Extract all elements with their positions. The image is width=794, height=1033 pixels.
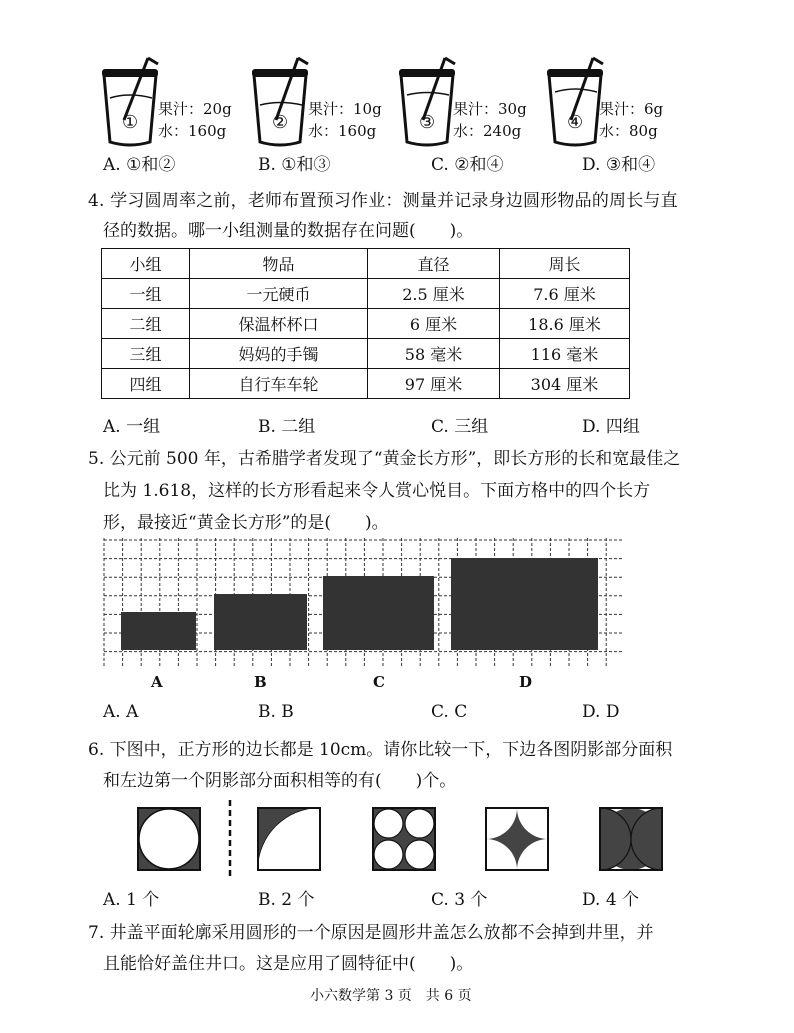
table-cell: 四组 <box>102 369 190 399</box>
table-cell: 三组 <box>102 339 190 369</box>
q4-table <box>101 248 630 399</box>
table-cell: 2.5 厘米 <box>368 279 500 309</box>
rect-label-c: C <box>373 673 385 691</box>
cup-3-number: ③ <box>419 112 436 133</box>
cup-3-icon <box>397 50 457 150</box>
cup-2-juice: 果汁：10g <box>308 100 382 118</box>
table-row <box>102 309 630 339</box>
table-cell: 97 厘米 <box>368 369 500 399</box>
q6-figure-4 <box>486 808 548 870</box>
table-cell: 保温杯杯口 <box>190 309 368 339</box>
q6-option-a[interactable]: A. 1 个 <box>103 890 160 910</box>
q3-cup-1 <box>100 50 240 150</box>
q4-option-c[interactable]: C. 三组 <box>431 417 489 437</box>
page-footer: 小六数学第 3 页 共 6 页 <box>310 988 472 1004</box>
table-row <box>102 369 630 399</box>
table-cell: 一元硬币 <box>190 279 368 309</box>
table-header: 周长 <box>500 249 630 279</box>
q5-option-d[interactable]: D. D <box>582 702 620 722</box>
rect-d <box>451 558 598 650</box>
q3-option-c[interactable]: C. ②和④ <box>431 155 504 175</box>
table-header: 小组 <box>102 249 190 279</box>
q5-stem-line1: 5. 公元前 500 年，古希腊学者发现了“黄金长方形”，即长方形的长和宽最佳之 <box>88 449 681 469</box>
cup-2-water: 水：160g <box>308 122 377 140</box>
q3-cup-4 <box>545 50 685 150</box>
q3-option-b[interactable]: B. ①和③ <box>258 155 331 175</box>
cup-1-juice: 果汁：20g <box>158 100 232 118</box>
q6-option-d[interactable]: D. 4 个 <box>582 890 640 910</box>
q6-figure-1 <box>138 808 200 870</box>
q6-figure-5 <box>600 808 662 870</box>
table-header-row <box>102 249 630 279</box>
table-cell: 18.6 厘米 <box>500 309 630 339</box>
cup-3-juice: 果汁：30g <box>453 100 527 118</box>
cup-4-water: 水：80g <box>599 122 658 140</box>
q3-option-a[interactable]: A. ①和② <box>103 155 176 175</box>
table-cell: 116 毫米 <box>500 339 630 369</box>
cup-1-water: 水：160g <box>158 122 227 140</box>
table-cell: 二组 <box>102 309 190 339</box>
cup-4-icon <box>545 50 605 150</box>
cup-2-icon <box>250 50 310 150</box>
rect-c <box>323 576 434 650</box>
cup-3-water: 水：240g <box>453 122 522 140</box>
q3-cup-3 <box>397 50 537 150</box>
rect-a <box>121 612 196 650</box>
cup-4-number: ④ <box>567 112 584 133</box>
q5-grid <box>103 537 624 669</box>
rect-b <box>214 594 307 650</box>
table-cell: 304 厘米 <box>500 369 630 399</box>
table-cell: 7.6 厘米 <box>500 279 630 309</box>
q5-stem-line2: 比为 1.618，这样的长方形看起来令人赏心悦目。下面方格中的四个长方 <box>103 481 651 501</box>
q6-figure-3 <box>373 808 435 870</box>
q5-grid-diagram <box>103 537 624 669</box>
cup-1-number: ① <box>122 112 139 133</box>
q6-stem-line2: 和左边第一个阴影部分面积相等的有( )个。 <box>103 771 457 791</box>
rect-label-d: D <box>519 673 533 691</box>
table-cell: 58 毫米 <box>368 339 500 369</box>
q7-stem-line1: 7. 井盖平面轮廓采用圆形的一个原因是圆形井盖怎么放都不会掉到井里，并 <box>88 923 654 943</box>
q4-stem-line2: 径的数据。哪一小组测量的数据存在问题( )。 <box>103 221 474 241</box>
q5-option-b[interactable]: B. B <box>258 702 294 722</box>
q4-option-a[interactable]: A. 一组 <box>103 417 161 437</box>
q3-cup-2 <box>250 50 390 150</box>
cup-4-juice: 果汁：6g <box>599 100 664 118</box>
rect-label-a: A <box>151 673 163 691</box>
table-cell: 自行车车轮 <box>190 369 368 399</box>
table-header: 物品 <box>190 249 368 279</box>
table-row <box>102 339 630 369</box>
rect-label-b: B <box>254 673 267 691</box>
q4-option-b[interactable]: B. 二组 <box>258 417 316 437</box>
table-cell: 6 厘米 <box>368 309 500 339</box>
table-row <box>102 279 630 309</box>
table-header: 直径 <box>368 249 500 279</box>
q7-stem-line2: 且能恰好盖住井口。这是应用了圆特征中( )。 <box>103 954 474 974</box>
q5-option-a[interactable]: A. A <box>103 702 139 722</box>
q6-option-b[interactable]: B. 2 个 <box>258 890 315 910</box>
q5-stem-line3: 形，最接近“黄金长方形”的是( )。 <box>103 513 389 533</box>
q6-option-c[interactable]: C. 3 个 <box>431 890 488 910</box>
cup-2-number: ② <box>272 112 289 133</box>
q6-stem-line1: 6. 下图中，正方形的边长都是 10cm。请你比较一下，下边各图阴影部分面积 <box>88 740 673 760</box>
q4-option-d[interactable]: D. 四组 <box>582 417 640 437</box>
q6-figure-2 <box>258 808 320 870</box>
q3-option-d[interactable]: D. ③和④ <box>582 155 656 175</box>
table-cell: 一组 <box>102 279 190 309</box>
q5-option-c[interactable]: C. C <box>431 702 468 722</box>
cup-1-icon <box>100 50 160 150</box>
table-cell: 妈妈的手镯 <box>190 339 368 369</box>
q6-figures <box>130 800 690 880</box>
q4-stem-line1: 4. 学习圆周率之前，老师布置预习作业：测量并记录身边圆形物品的周长与直 <box>88 191 678 211</box>
